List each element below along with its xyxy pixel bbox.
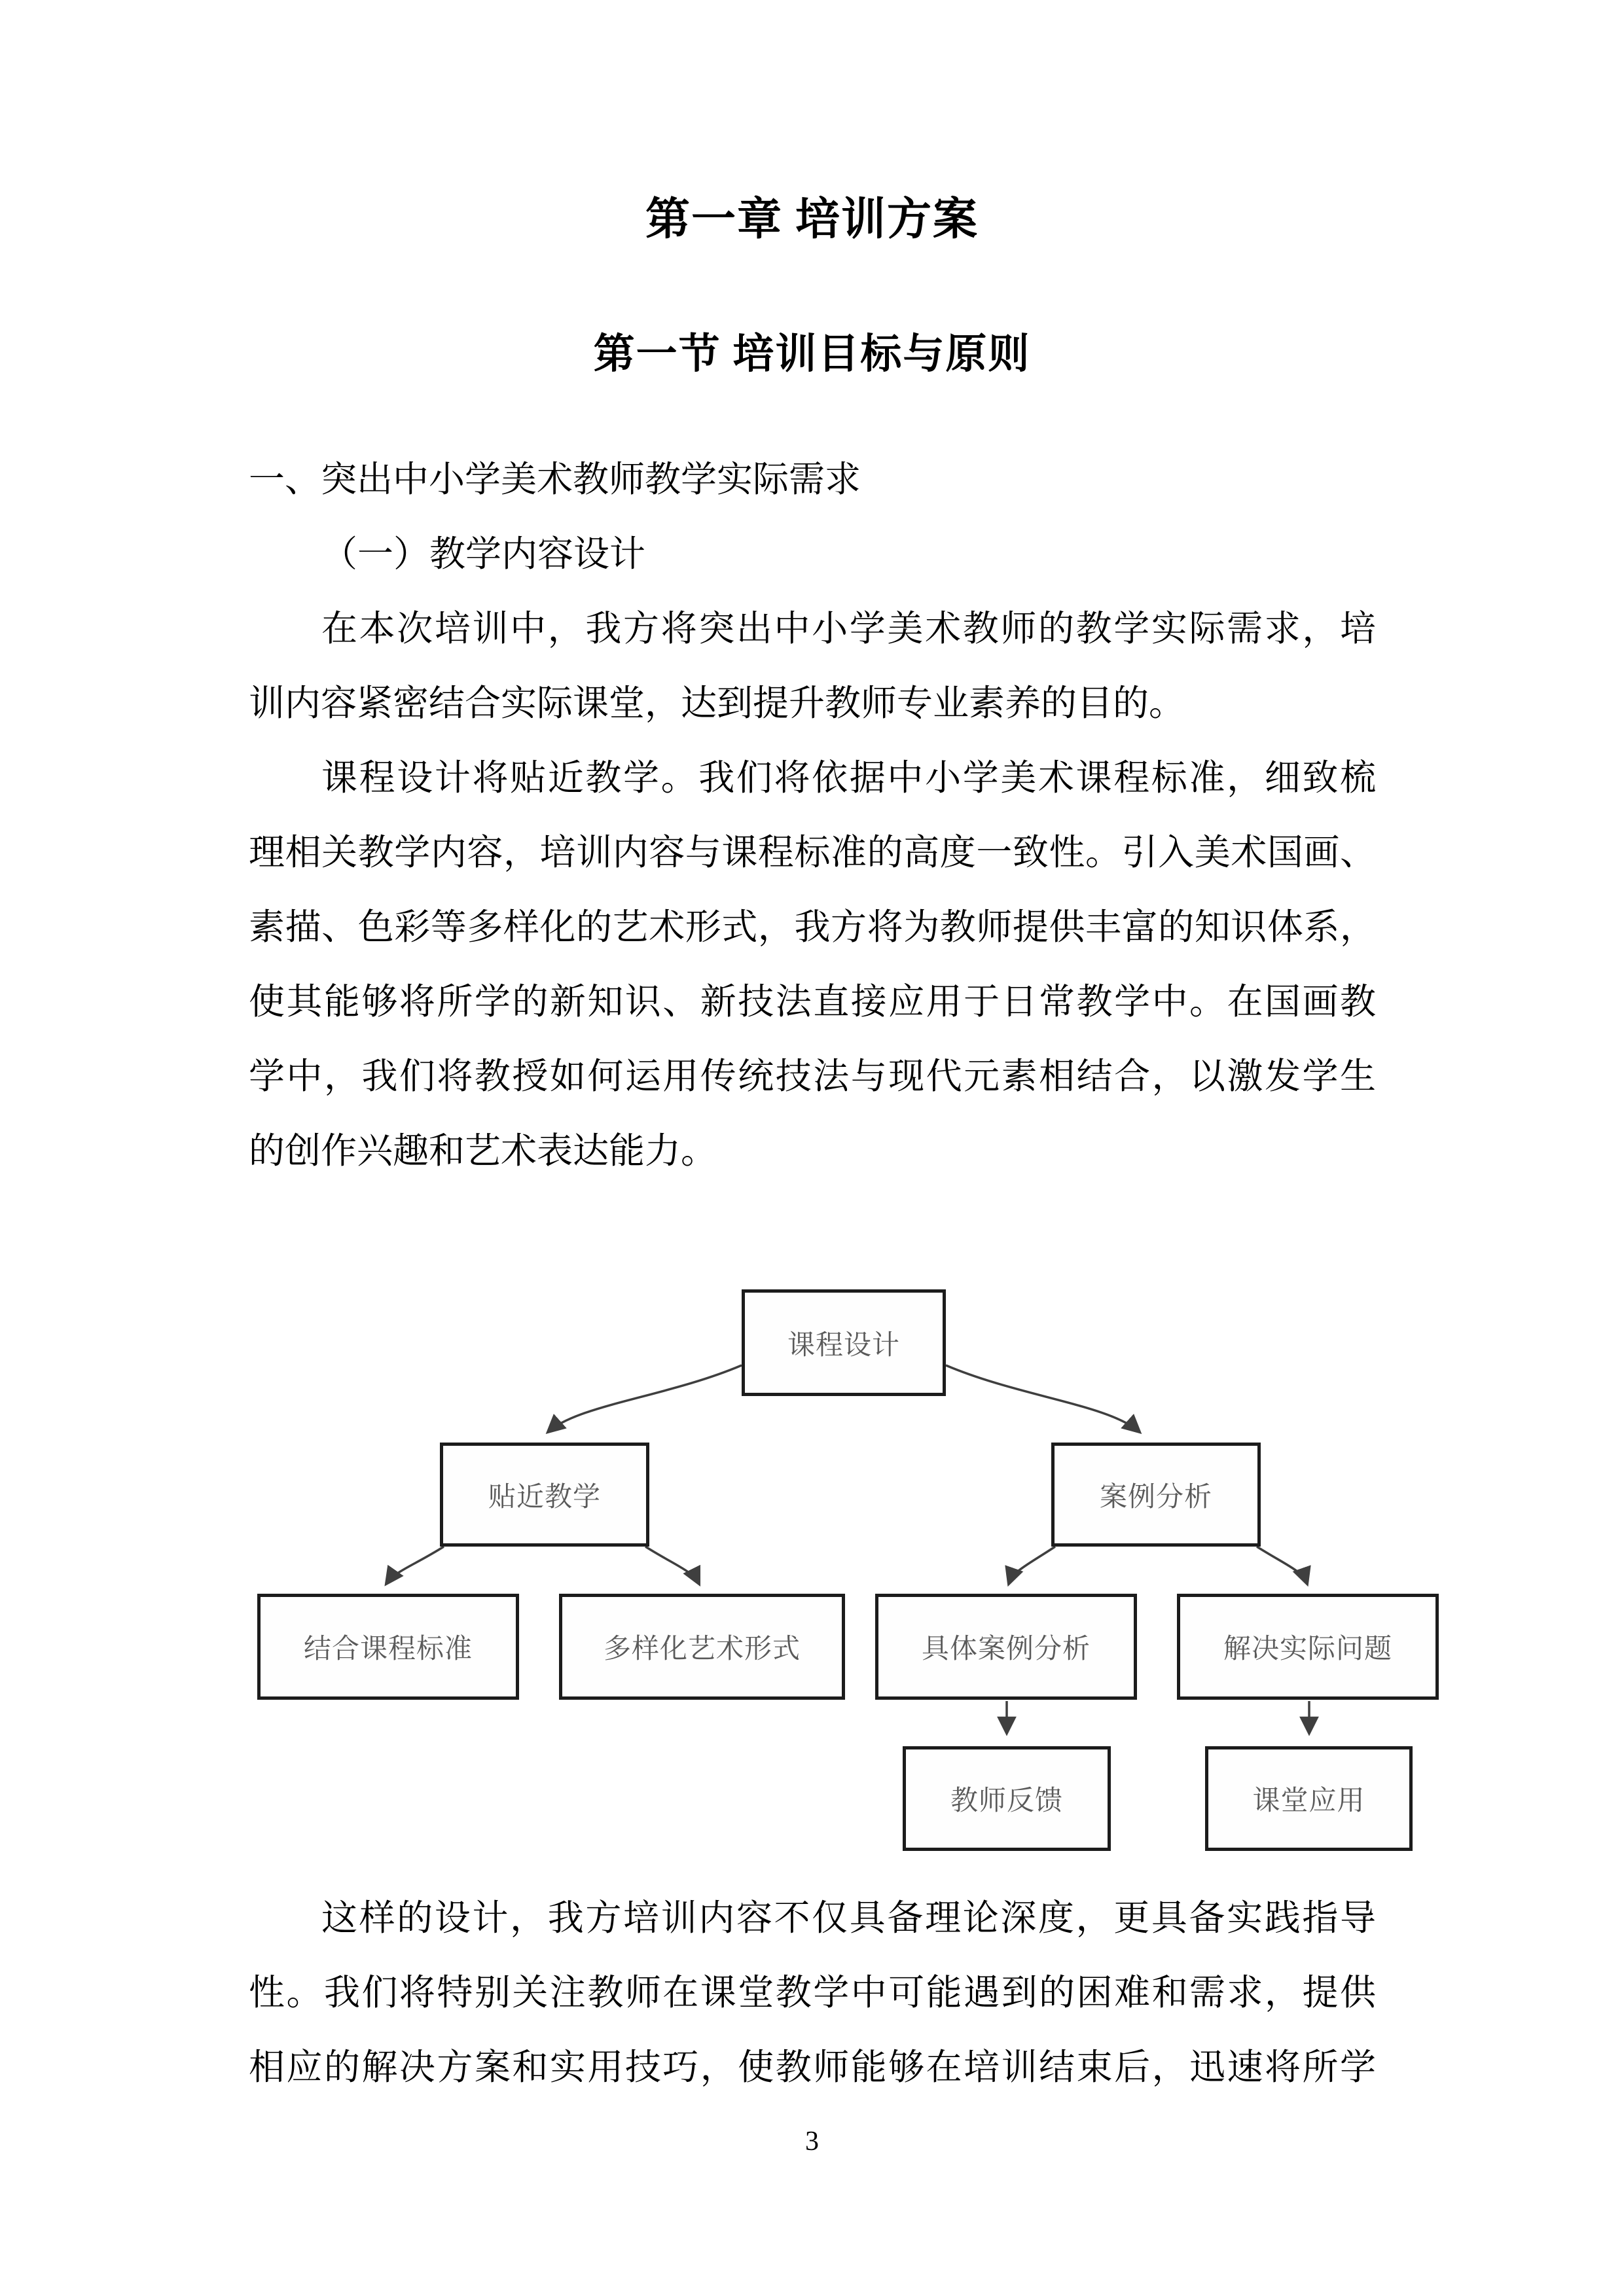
paragraph-line: 相应的解决方案和实用技巧，使教师能够在培训结束后，迅速将所学 [249,2047,1376,2087]
paragraph-line: 性。我们将特别关注教师在课堂教学中可能遇到的困难和需求，提供 [249,1973,1376,2013]
paragraph-line: 在本次培训中，我方将突出中小学美术教师的教学实际需求，培 [321,609,1376,649]
flowchart-node-specific-case-analysis [875,1594,1137,1700]
node-label: 教师反馈 [950,1785,1063,1816]
flowchart-node-close-to-teaching [440,1443,649,1547]
paragraph-line: 的创作兴趣和艺术表达能力。 [249,1131,717,1171]
heading-level-2: （一）教学内容设计 [321,534,646,574]
connector-edge [548,1365,742,1432]
flowchart-node-teacher-feedback [903,1746,1111,1851]
connector-edge [645,1547,699,1584]
paragraph-line: 理相关教学内容，培训内容与课程标准的高度一致性。引入美术国画、 [249,833,1376,872]
section-title: 第一节 培训目标与原则 [593,331,1031,377]
paragraph-line: 课程设计将贴近教学。我们将依据中小学美术课程标准，细致梳 [321,758,1376,798]
node-label: 结合课程标准 [303,1633,473,1664]
connector-edge [946,1365,1140,1432]
connector-edge [1257,1547,1307,1584]
paragraph-line: 素描、色彩等多样化的艺术形式，我方将为教师提供丰富的知识体系， [249,907,1376,947]
node-label: 案例分析 [1099,1480,1212,1512]
paragraph-line: 学中，我们将教授如何运用传统技法与现代元素相结合，以激发学生 [249,1056,1376,1096]
paragraph-line: 这样的设计，我方培训内容不仅具备理论深度，更具备实践指导 [321,1898,1376,1938]
flowchart-node-solve-practical-problems [1177,1594,1439,1700]
node-label: 课程设计 [787,1329,900,1360]
page-number: 3 [805,2126,819,2157]
node-label: 多样化艺术形式 [603,1633,801,1664]
connector-edge [1009,1547,1055,1584]
flowchart-node-classroom-application [1205,1746,1413,1851]
flowchart-node-diverse-art-forms [559,1594,845,1700]
connector-edge [386,1547,444,1584]
node-label: 贴近教学 [488,1480,601,1512]
flowchart-node-case-analysis [1051,1443,1261,1547]
node-label: 解决实际问题 [1223,1633,1392,1664]
chapter-title: 第一章 培训方案 [645,194,979,244]
flowchart-node-course-design [742,1289,946,1396]
flowchart-node-combine-curriculum-standards [257,1594,519,1700]
node-label: 具体案例分析 [921,1633,1091,1664]
node-label: 课堂应用 [1252,1785,1365,1816]
paragraph-line: 训内容紧密结合实际课堂，达到提升教师专业素养的目的。 [249,683,1185,723]
heading-level-1: 一、突出中小学美术教师教学实际需求 [249,459,861,499]
paragraph-line: 使其能够将所学的新知识、新技法直接应用于日常教学中。在国画教 [249,982,1376,1022]
